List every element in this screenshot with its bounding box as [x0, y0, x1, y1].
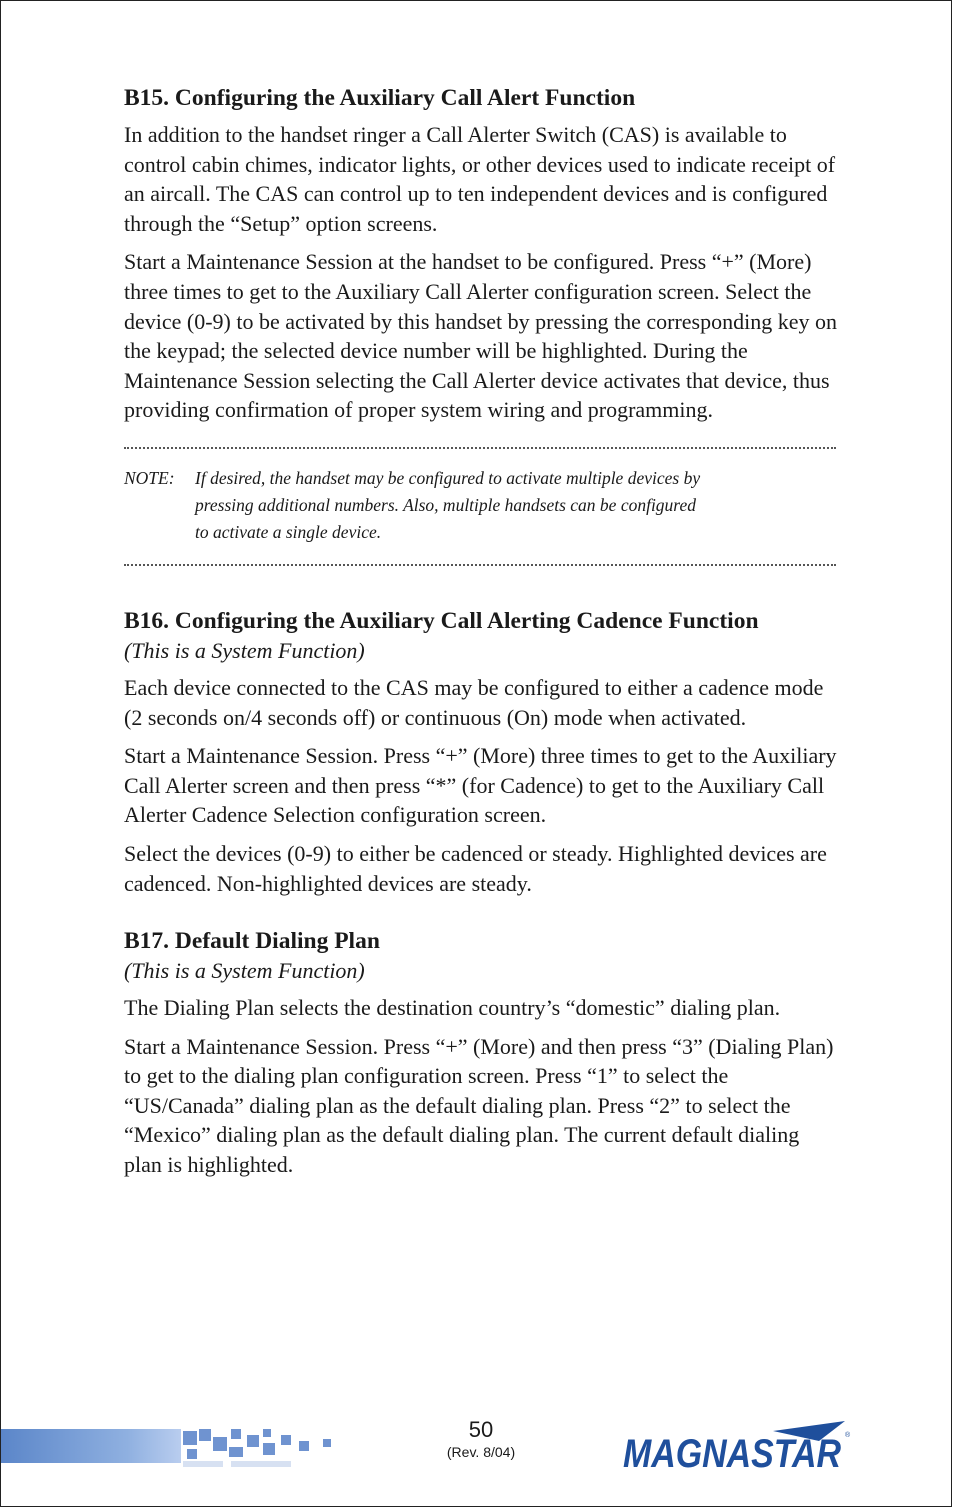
page-footer: [431, 1417, 531, 1461]
paragraph: Start a Maintenance Session. Press “+” (More) and then press “3” (Dialing Plan) to get to the dialing plan configuration screen. Press “1” to select the “US/Canada” dialing plan as the default dialing plan. Press “2” to select the “Mexico” dialing plan as the default dialing plan. The current default dialing plan is highlighted.: [124, 1033, 834, 1178]
svg-text:®: ®: [845, 1432, 851, 1439]
section-subtitle: (This is a System Function): [124, 637, 365, 663]
page-number: 50: [468, 1417, 494, 1442]
note-label: NOTE:: [124, 467, 175, 488]
note-line: to activate a single device.: [195, 521, 382, 542]
svg-text:MAGNASTAR: MAGNASTAR: [623, 1432, 842, 1476]
page-content: [124, 83, 839, 1189]
note-line: pressing additional numbers. Also, multiple handsets can be configured: [195, 494, 696, 515]
paragraph: The Dialing Plan selects the destination country’s “domestic” dialing plan.: [124, 995, 781, 1021]
section-b16: [124, 606, 839, 898]
section-b17: [124, 926, 839, 1180]
section-subtitle: (This is a System Function): [124, 958, 365, 984]
dotted-divider: [124, 564, 836, 566]
section-heading: B16. Configuring the Auxiliary Call Alerting Cadence Function: [124, 607, 759, 634]
paragraph: Start a Maintenance Session. Press “+” (More) three times to get to the Auxiliary Call Alerter screen and then press “*” (for Cadence) to get to the Auxiliary Call Alerter Cadence Selection configuration screen.: [124, 743, 837, 828]
footer-pixel-band: [1, 1423, 361, 1473]
paragraph: Select the devices (0-9) to either be cadenced or steady. Highlighted devices are cadenced. Non-highlighted devices are steady.: [124, 840, 827, 896]
note-block: [124, 447, 839, 566]
note-text: [195, 465, 700, 546]
section-b15: [124, 83, 839, 425]
section-heading: B15. Configuring the Auxiliary Call Alert Function: [124, 85, 636, 111]
note-line: If desired, the handset may be configured to activate multiple devices by: [195, 467, 701, 488]
paragraph: In addition to the handset ringer a Call Alerter Switch (CAS) is available to control cabin chimes, indicator lights, or other devices used to indicate receipt of an aircall. The CAS can control up to ten independent devices and is configured through the “Setup” option screens.: [124, 122, 836, 236]
note: [124, 449, 839, 564]
paragraph: Start a Maintenance Session at the handset to be configured. Press “+” (More) three times to get to the Auxiliary Call Alerter configuration screen. Select the device (0-9) to be activated by this handset by pressing the corresponding key on the keypad; the selected device number will be highlighted. During the Maintenance Session selecting the Call Alerter device activates that device, thus providing confirmation of proper system wiring and programming.: [124, 249, 837, 423]
paragraph: Each device connected to the CAS may be configured to either a cadence mode (2 seconds on/4 seconds off) or continuous (On) mode when activated.: [124, 674, 824, 730]
revision-label: (Rev. 8/04): [446, 1444, 516, 1460]
section-heading: B17. Default Dialing Plan: [124, 928, 380, 955]
magnastar-logo: [623, 1419, 853, 1477]
